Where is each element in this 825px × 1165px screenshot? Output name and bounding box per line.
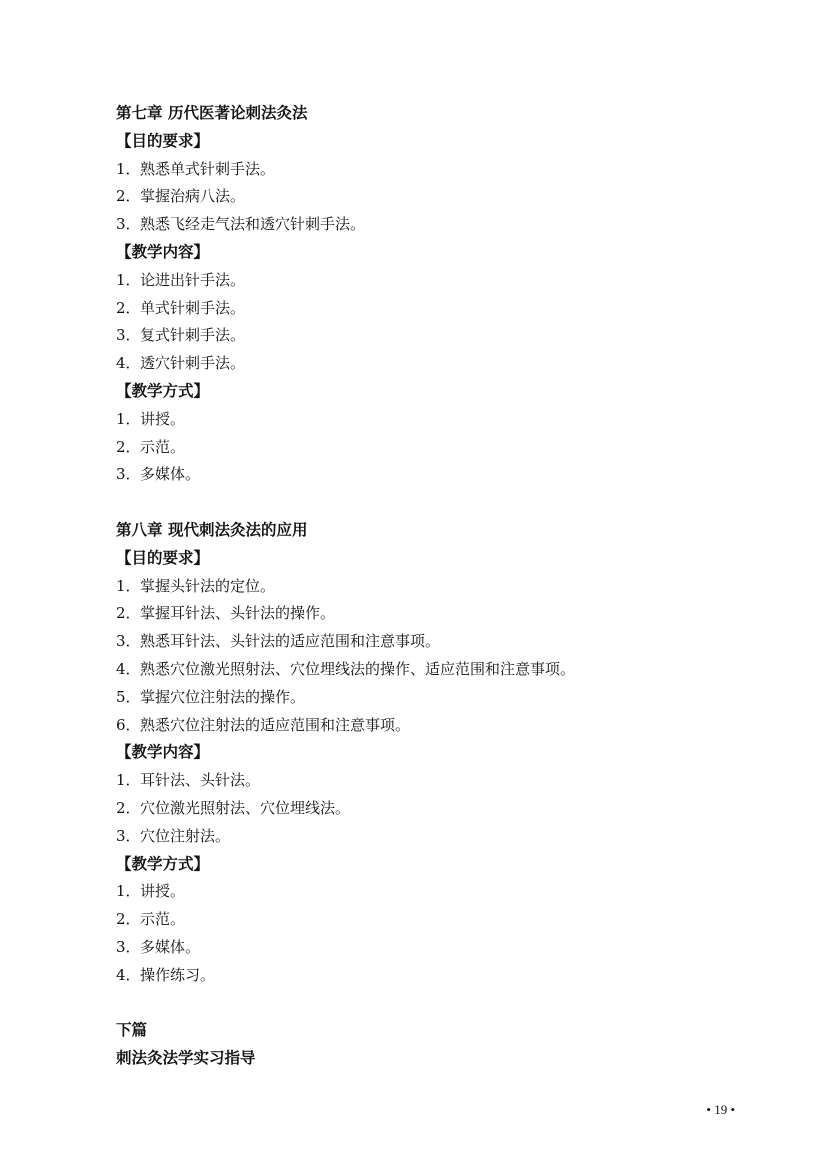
list-item bbox=[116, 823, 736, 851]
section-spacer bbox=[116, 990, 736, 1018]
item-number: 5． bbox=[116, 687, 141, 706]
chapter-7-heading bbox=[116, 100, 736, 128]
item-number: 3． bbox=[116, 826, 141, 845]
item-text: 熟悉穴位注射法的适应范围和注意事项。 bbox=[140, 715, 411, 734]
list-item bbox=[116, 406, 736, 434]
chapter-7-methods-list bbox=[116, 406, 736, 489]
item-number: 4． bbox=[116, 354, 141, 373]
chapter-8-content-heading: 【教学内容】 bbox=[116, 743, 210, 762]
item-text: 熟悉耳针法、头针法的适应范围和注意事项。 bbox=[140, 632, 441, 651]
item-number: 2． bbox=[116, 187, 141, 206]
item-number: 3． bbox=[116, 632, 141, 651]
list-item bbox=[116, 183, 736, 211]
chapter-7-content-list bbox=[116, 267, 736, 378]
item-text: 掌握头针法的定位。 bbox=[140, 576, 276, 595]
item-number: 1． bbox=[116, 409, 141, 428]
item-number: 2． bbox=[116, 298, 141, 317]
section-spacer bbox=[116, 489, 736, 517]
chapter-7-objectives-heading: 【目的要求】 bbox=[116, 131, 210, 150]
list-item bbox=[116, 628, 736, 656]
item-number: 2． bbox=[116, 437, 141, 456]
chapter-7-title: 历代医著论刺法灸法 bbox=[168, 104, 308, 122]
chapter-8-heading bbox=[116, 517, 736, 545]
item-number: 2． bbox=[116, 798, 141, 817]
chapter-7-content-heading: 【教学内容】 bbox=[116, 242, 210, 261]
chapter-7-methods-heading: 【教学方式】 bbox=[116, 381, 210, 400]
list-item bbox=[116, 600, 736, 628]
list-item bbox=[116, 211, 736, 239]
list-item bbox=[116, 767, 736, 795]
list-item bbox=[116, 322, 736, 350]
part-label: 下篇 bbox=[116, 1021, 148, 1040]
list-item bbox=[116, 712, 736, 740]
item-number: 3． bbox=[116, 465, 141, 484]
list-item bbox=[116, 684, 736, 712]
list-item bbox=[116, 461, 736, 489]
chapter-8-number: 第八章 bbox=[116, 520, 163, 539]
part-title: 刺法灸法学实习指导 bbox=[116, 1049, 256, 1068]
list-item bbox=[116, 267, 736, 295]
list-item bbox=[116, 934, 736, 962]
chapter-7-number: 第七章 bbox=[116, 104, 163, 122]
page-number: • 19 • bbox=[706, 1102, 735, 1117]
item-number: 2． bbox=[116, 910, 141, 929]
list-item bbox=[116, 878, 736, 906]
item-number: 1． bbox=[116, 159, 141, 178]
item-text: 透穴针刺手法。 bbox=[140, 354, 246, 373]
item-text: 单式针刺手法。 bbox=[140, 298, 246, 317]
item-number: 3． bbox=[116, 215, 141, 234]
chapter-8-content-list bbox=[116, 767, 736, 850]
list-item bbox=[116, 295, 736, 323]
item-number: 1． bbox=[116, 771, 141, 790]
chapter-8-methods-list bbox=[116, 878, 736, 989]
list-item bbox=[116, 350, 736, 378]
list-item bbox=[116, 795, 736, 823]
item-text: 讲授。 bbox=[140, 409, 186, 428]
list-item bbox=[116, 573, 736, 601]
item-number: 6． bbox=[116, 715, 141, 734]
item-text: 穴位激光照射法、穴位埋线法。 bbox=[140, 798, 351, 817]
item-text: 熟悉飞经走气法和透穴针刺手法。 bbox=[140, 215, 366, 234]
page-content bbox=[116, 100, 736, 1073]
item-text: 掌握穴位注射法的操作。 bbox=[140, 687, 306, 706]
item-text: 多媒体。 bbox=[140, 937, 201, 956]
item-text: 示范。 bbox=[140, 437, 186, 456]
item-text: 多媒体。 bbox=[140, 465, 201, 484]
item-number: 4． bbox=[116, 659, 141, 678]
item-text: 熟悉穴位激光照射法、穴位埋线法的操作、适应范围和注意事项。 bbox=[140, 659, 576, 678]
item-text: 操作练习。 bbox=[140, 965, 216, 984]
list-item bbox=[116, 156, 736, 184]
item-number: 4． bbox=[116, 965, 141, 984]
item-number: 1． bbox=[116, 270, 141, 289]
item-text: 熟悉单式针刺手法。 bbox=[140, 159, 276, 178]
list-item bbox=[116, 656, 736, 684]
chapter-8-title: 现代刺法灸法的应用 bbox=[168, 520, 308, 539]
item-number: 1． bbox=[116, 576, 141, 595]
item-text: 示范。 bbox=[140, 910, 186, 929]
item-text: 耳针法、头针法。 bbox=[140, 771, 261, 790]
chapter-8-objectives-heading: 【目的要求】 bbox=[116, 548, 210, 567]
list-item bbox=[116, 906, 736, 934]
item-number: 3． bbox=[116, 326, 141, 345]
list-item bbox=[116, 434, 736, 462]
item-text: 论进出针手法。 bbox=[140, 270, 246, 289]
chapter-8-objectives-list bbox=[116, 573, 736, 740]
item-number: 2． bbox=[116, 604, 141, 623]
item-text: 掌握耳针法、头针法的操作。 bbox=[140, 604, 336, 623]
item-text: 讲授。 bbox=[140, 882, 186, 901]
item-text: 掌握治病八法。 bbox=[140, 187, 246, 206]
item-text: 复式针刺手法。 bbox=[140, 326, 246, 345]
item-number: 3． bbox=[116, 937, 141, 956]
chapter-8-methods-heading: 【教学方式】 bbox=[116, 854, 210, 873]
list-item bbox=[116, 962, 736, 990]
item-text: 穴位注射法。 bbox=[140, 826, 231, 845]
item-number: 1． bbox=[116, 882, 141, 901]
chapter-7-objectives-list bbox=[116, 156, 736, 239]
